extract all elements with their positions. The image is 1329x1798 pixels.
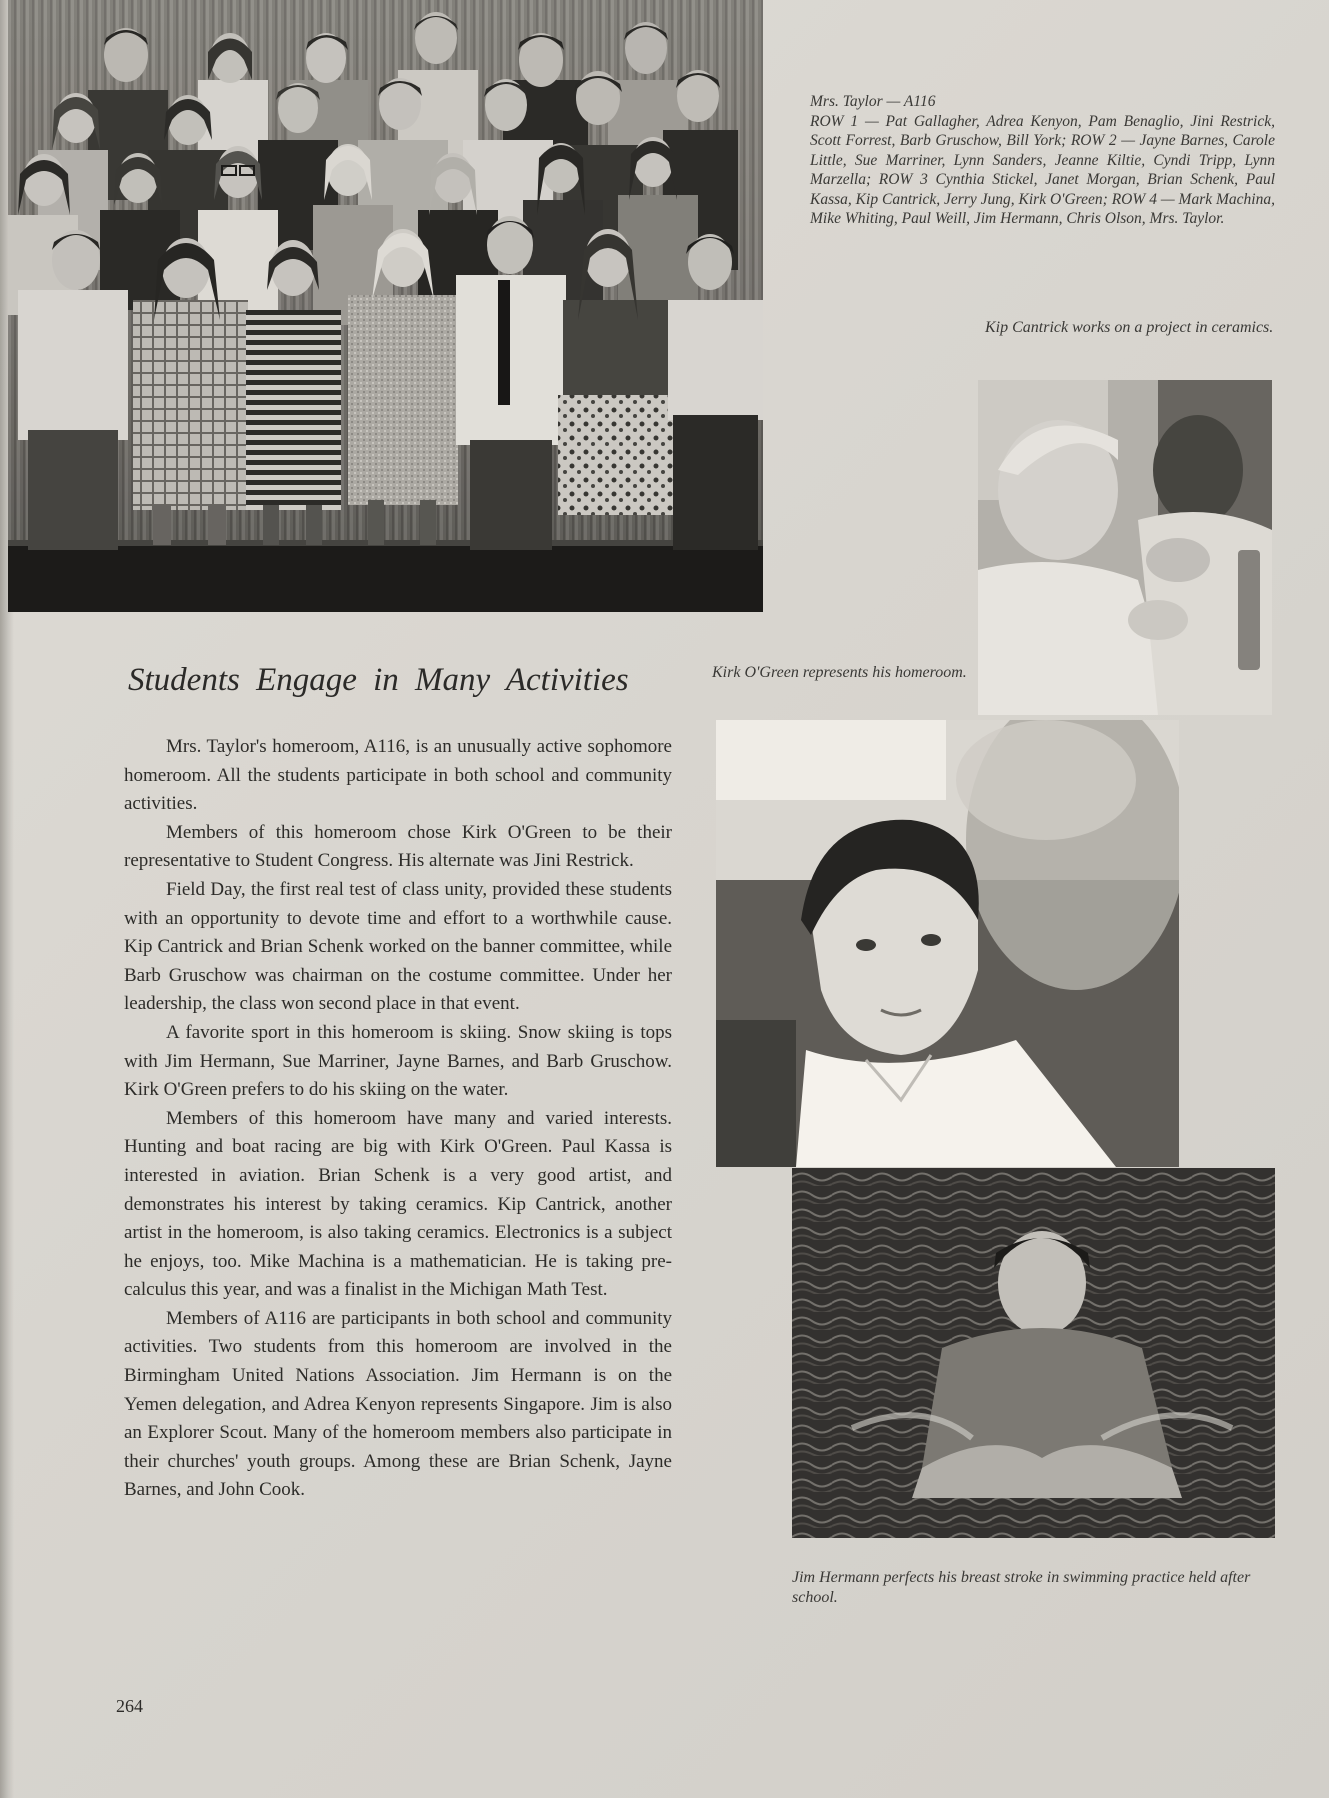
- homeroom-caption-rows: ROW 1 — Pat Gallagher, Adrea Kenyon, Pam Benaglio, Jini Restrick, Scott Forrest, Barb Gruschow, Bill York; ROW 2 — Jayne Barnes, Carole Little, Sue Marriner, Lynn Sanders, Jeanne Kiltie, Cyndi Tripp, Lynn Marzella; ROW 3 Cynthia Stickel, Janet Morgan, Brian Schenk, Paul Kassa, Kip Cantrick, Jerry Jung, Kirk O'Green; ROW 4 — Mark Machina, Mike Whiting, Paul Weill, Jim Hermann, Chris Olson, Mrs. Taylor.: [810, 112, 1275, 227]
- homeroom-group-photo: [8, 0, 763, 612]
- article-headline: Students Engage in Many Activities: [128, 662, 629, 698]
- swimming-photo: [792, 1168, 1275, 1538]
- ceramics-caption: Kip Cantrick works on a project in ceramics.: [985, 319, 1274, 336]
- article-paragraph: Members of this homeroom chose Kirk O'Green to be their representative to Student Congress. His alternate was Jini Restrick.: [124, 821, 672, 872]
- kirk-portrait-photo: [716, 720, 1179, 1167]
- kirk-caption: Kirk O'Green represents his homeroom.: [712, 664, 967, 681]
- swimming-caption: Jim Hermann perfects his breast stroke in swimming practice held after school.: [792, 1569, 1251, 1606]
- article-paragraph: Field Day, the first real test of class unity, provided these students with an opportunity to devote time and effort to a worthwhile cause. Kip Cantrick and Brian Schenk worked on the banner committee, while Barb Gruschow was chairman on the costume committee. Under her leadership, the class won second place in that event.: [124, 878, 672, 1015]
- article-paragraph: Members of this homeroom have many and varied interests. Hunting and boat racing are big with Kirk O'Green. Paul Kassa is interested in aviation. Brian Schenk is a very good artist, and demonstrates his interest by taking ceramics. Kip Cantrick, another artist in the homeroom, is also taking ceramics. Electronics is a subject he enjoys, too. Mike Machina is a mathematician. He is taking pre-calculus this year, and was a finalist in the Michigan Math Test.: [124, 1107, 672, 1301]
- homeroom-caption-title: Mrs. Taylor — A116: [810, 93, 936, 110]
- page-number: 264: [116, 1696, 143, 1716]
- article-paragraph: Members of A116 are participants in both school and community activities. Two students from this homeroom are involved in the Birmingham United Nations Association. Jim Hermann is on the Yemen delegation, and Adrea Kenyon represents Singapore. Jim is also an Explorer Scout. Many of the homeroom members also participate in their churches' youth groups. Among these are Brian Schenk, Jayne Barnes, and John Cook.: [124, 1307, 672, 1501]
- homeroom-caption: [810, 92, 1275, 229]
- article-body: [124, 733, 672, 1505]
- article-paragraph: A favorite sport in this homeroom is skiing. Snow skiing is tops with Jim Hermann, Sue Marriner, Jayne Barnes, and Barb Gruschow. Kirk O'Green prefers to do his skiing on the water.: [124, 1021, 672, 1101]
- article-paragraph: Mrs. Taylor's homeroom, A116, is an unusually active sophomore homeroom. All the students participate in both school and community activities.: [124, 736, 672, 815]
- ceramics-photo: [978, 380, 1272, 715]
